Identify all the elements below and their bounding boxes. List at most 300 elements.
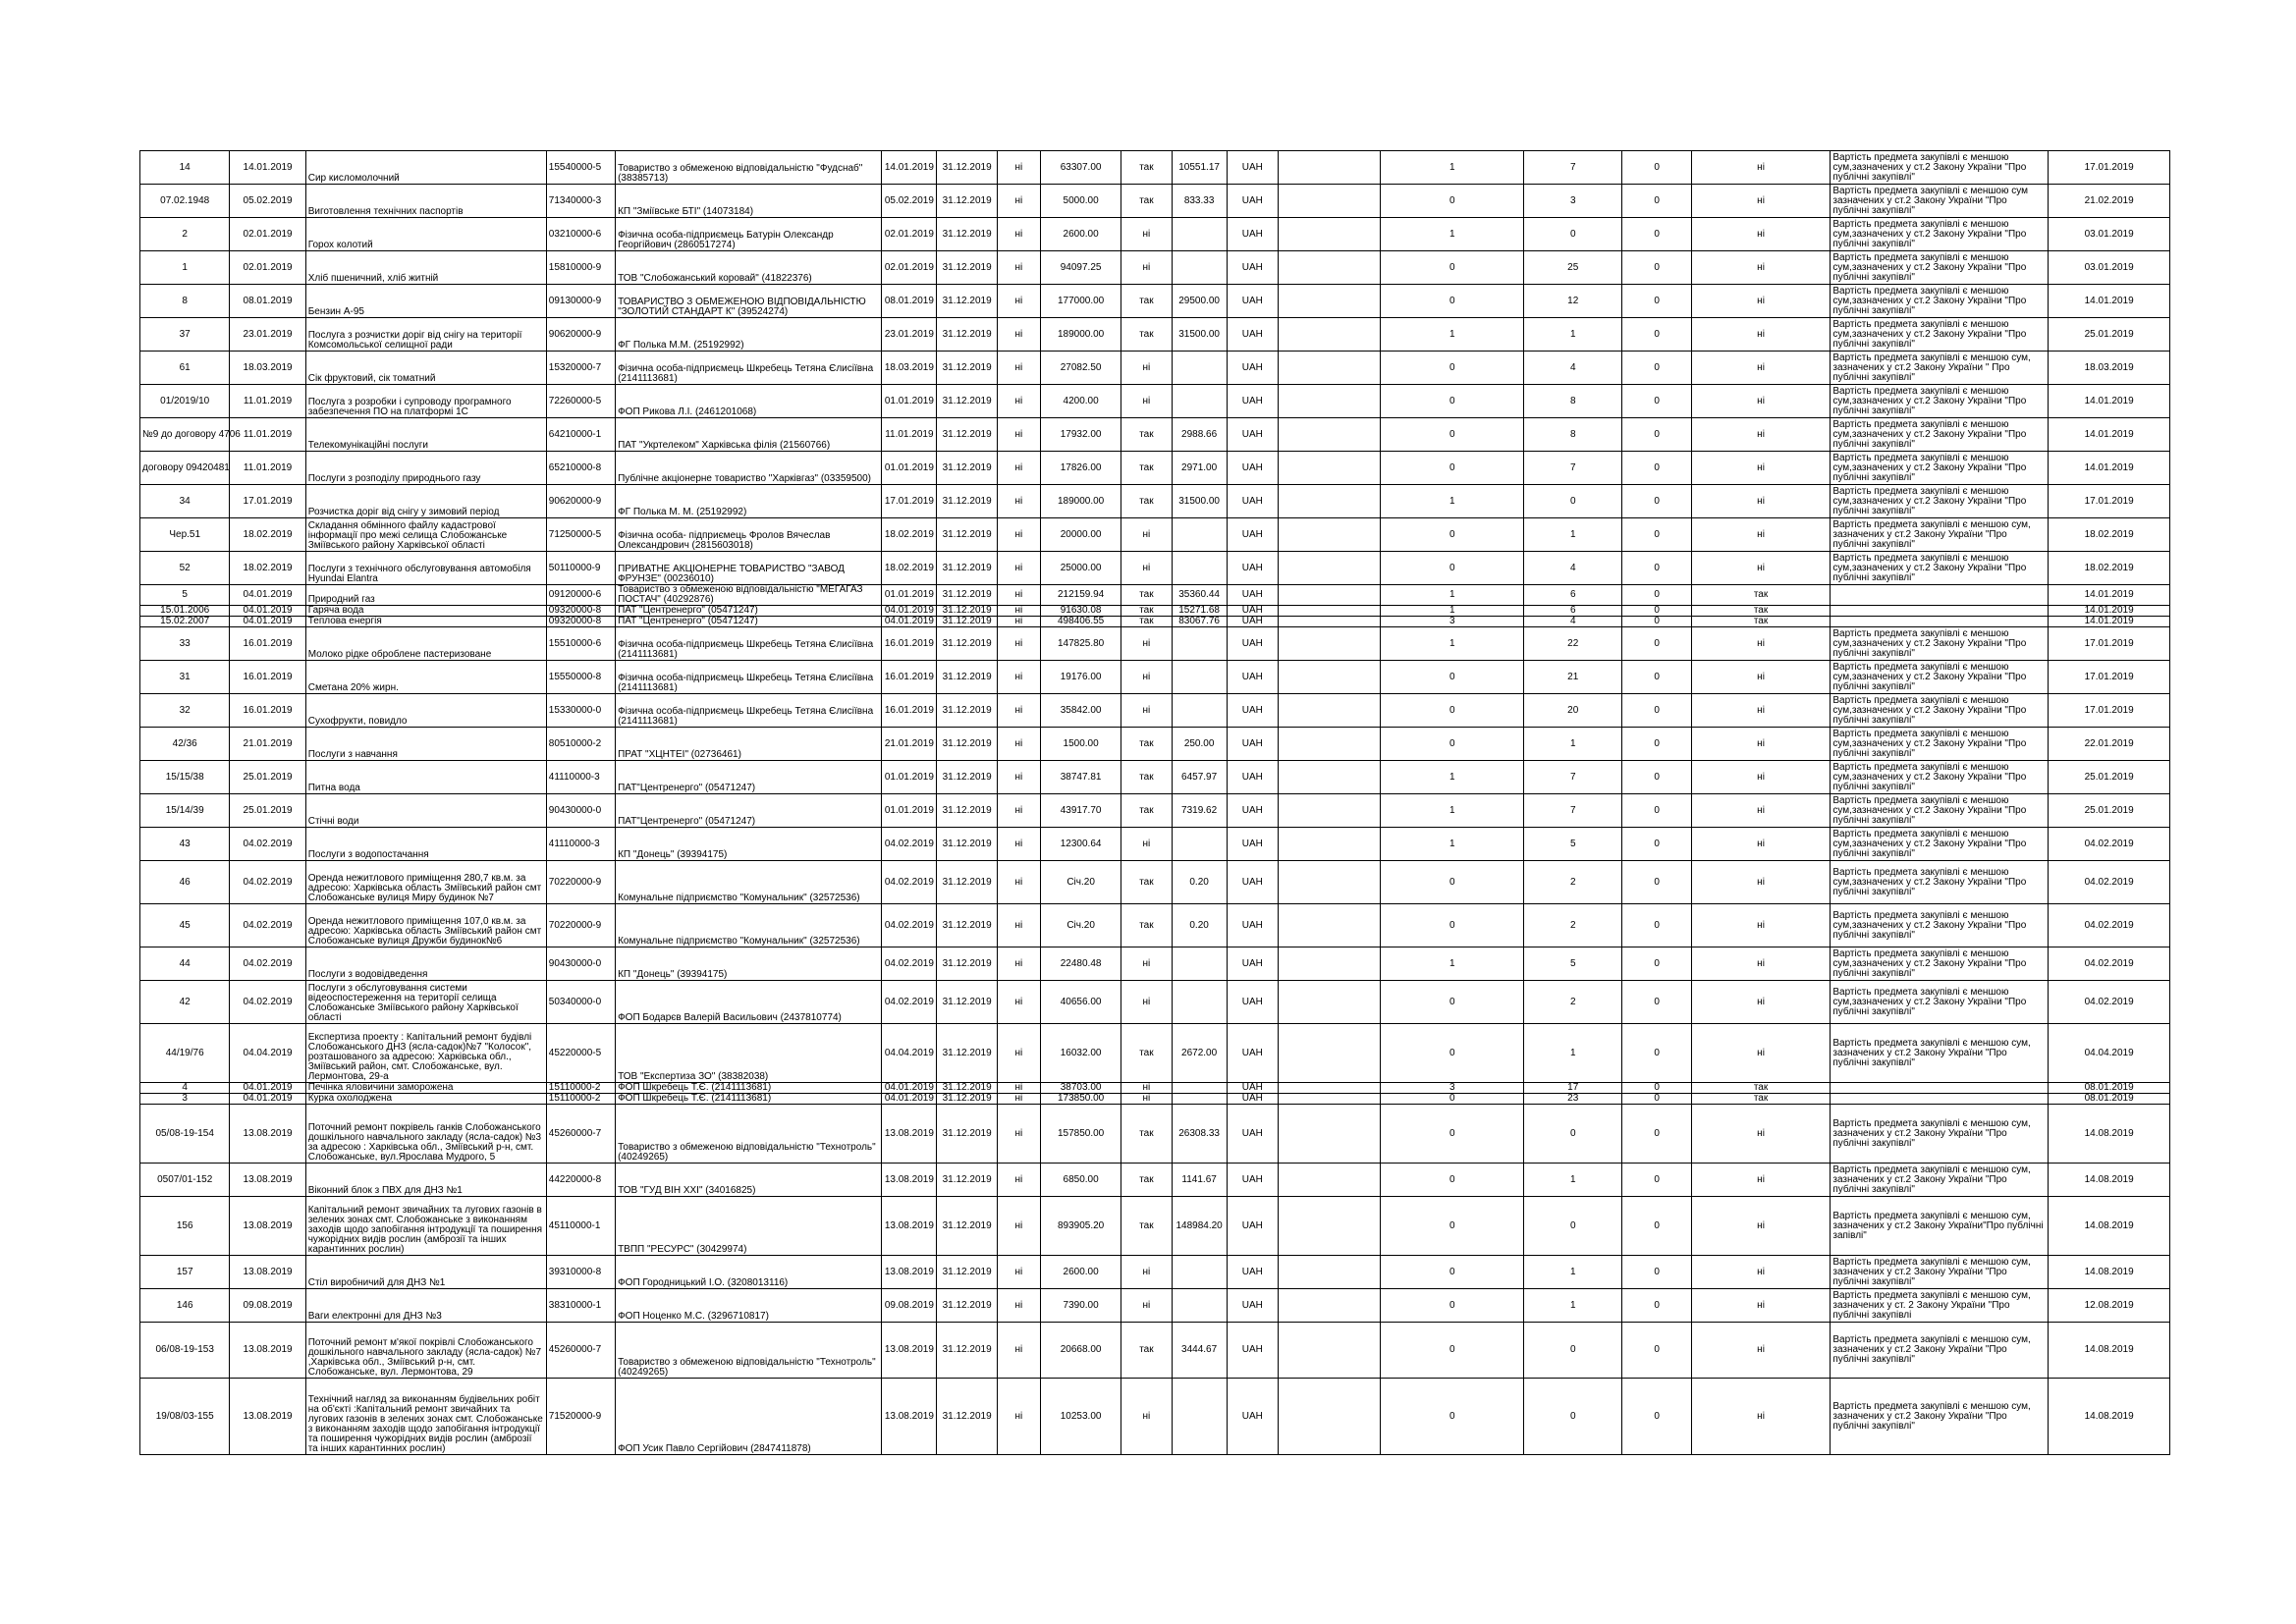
cell-end-date: 31.12.2019 — [937, 617, 997, 627]
cell-subject: Поточний ремонт покрівель ганків Слобожанського дошкільного навчального закладу (ясла-садок) №3 за адресою : Харківська обл., Зміївський р-н, смт. Слобожанське, вул.Ярослава Мудрого, 5 — [305, 1105, 546, 1164]
cell-extra — [1278, 1379, 1380, 1455]
cell-offers: 0 — [1622, 1094, 1691, 1105]
cell-justification: Вартість предмета закупівлі є меншою сум, зазначених у ст.2 Закону України "Про публічні закупівлі" — [1831, 1105, 2049, 1164]
cell-currency: UAH — [1227, 552, 1278, 585]
cell-subject: Печінка яловичини заморожена — [305, 1083, 546, 1094]
cell-framework: ні — [997, 151, 1040, 185]
cell-vat-amount: 0.20 — [1172, 904, 1227, 947]
cell-vat: ні — [1121, 694, 1172, 728]
cell-start-date: 04.01.2019 — [882, 1083, 937, 1094]
cell-offers: 0 — [1622, 1323, 1691, 1379]
table-row — [140, 904, 2170, 947]
cell-lots: 0 — [1381, 661, 1524, 694]
cell-justification: Вартість предмета закупівлі є меншою сум, зазначених у ст.2 Закону України "Про публічні закупівлі" — [1831, 1379, 2049, 1455]
cell-vat-amount — [1172, 1379, 1227, 1455]
cell-sign-date: 08.01.2019 — [230, 285, 305, 318]
cell-vat-amount: 3444.67 — [1172, 1323, 1227, 1379]
table-body — [140, 151, 2170, 1455]
cell-published-date: 25.01.2019 — [2049, 794, 2170, 828]
cell-start-date: 01.01.2019 — [882, 794, 937, 828]
cell-supplier: ТОВАРИСТВО З ОБМЕЖЕНОЮ ВІДПОВІДАЛЬНІСТЮ "ЗОЛОТИЙ СТАНДАРТ К" (39524274) — [616, 285, 882, 318]
cell-end-date: 31.12.2019 — [937, 828, 997, 861]
cell-amount: 63307.00 — [1040, 151, 1121, 185]
cell-vat: ні — [1121, 947, 1172, 981]
cell-offers: 0 — [1622, 151, 1691, 185]
cell-start-date: 08.01.2019 — [882, 285, 937, 318]
cell-sign-date: 11.01.2019 — [230, 385, 305, 418]
cell-procedure-flag: так — [1691, 1094, 1831, 1105]
cell-procedure-flag: так — [1691, 606, 1831, 617]
cell-lots: 0 — [1381, 1379, 1524, 1455]
cell-cpv-code: 45260000-7 — [546, 1323, 615, 1379]
cell-end-date: 31.12.2019 — [937, 1323, 997, 1379]
cell-cpv-code: 15810000-9 — [546, 251, 615, 285]
cell-framework: ні — [997, 1083, 1040, 1094]
cell-subject: Розчистка доріг від снігу у зимовий період — [305, 485, 546, 518]
cell-framework: ні — [997, 452, 1040, 485]
cell-lots: 0 — [1381, 385, 1524, 418]
cell-participants: 0 — [1524, 1197, 1622, 1256]
cell-subject: Послуга з розробки і супроводу програмного забезпечення ПО на платформі 1С — [305, 385, 546, 418]
cell-sign-date: 13.08.2019 — [230, 1379, 305, 1455]
cell-participants: 21 — [1524, 661, 1622, 694]
cell-amount: 25000.00 — [1040, 552, 1121, 585]
cell-sign-date: 04.01.2019 — [230, 1094, 305, 1105]
cell-offers: 0 — [1622, 1256, 1691, 1289]
cell-framework: ні — [997, 1289, 1040, 1323]
table-row — [140, 318, 2170, 352]
cell-lots: 1 — [1381, 627, 1524, 661]
cell-vat: так — [1121, 794, 1172, 828]
cell-subject: Стічні води — [305, 794, 546, 828]
cell-subject: Поточний ремонт м'якої покрівлі Слобожанського дошкільного навчального закладу (ясла-садок) №7 ,Харківська обл., Зміївський р-н, смт. Слобожанське, вул. Лермонтова, 29 — [305, 1323, 546, 1379]
cell-sign-date: 18.02.2019 — [230, 518, 305, 552]
cell-extra — [1278, 728, 1380, 761]
cell-procedure-flag: ні — [1691, 794, 1831, 828]
cell-published-date: 14.08.2019 — [2049, 1105, 2170, 1164]
cell-sign-date: 13.08.2019 — [230, 1197, 305, 1256]
cell-vat: ні — [1121, 385, 1172, 418]
cell-amount: 212159.94 — [1040, 585, 1121, 606]
cell-justification: Вартість предмета закупівлі є меншою сум,зазначених у ст.2 Закону України "Про публічні закупівлі" — [1831, 385, 2049, 418]
cell-currency: UAH — [1227, 606, 1278, 617]
cell-procedure-flag: ні — [1691, 1105, 1831, 1164]
cell-end-date: 31.12.2019 — [937, 485, 997, 518]
cell-amount: 157850.00 — [1040, 1105, 1121, 1164]
table-row — [140, 1105, 2170, 1164]
cell-contract-number: 15/14/39 — [140, 794, 230, 828]
cell-cpv-code: 50340000-0 — [546, 981, 615, 1024]
cell-vat-amount — [1172, 1289, 1227, 1323]
cell-published-date: 14.01.2019 — [2049, 418, 2170, 452]
cell-contract-number: 4 — [140, 1083, 230, 1094]
cell-cpv-code: 15540000-5 — [546, 151, 615, 185]
cell-cpv-code: 71520000-9 — [546, 1379, 615, 1455]
cell-start-date: 16.01.2019 — [882, 661, 937, 694]
cell-participants: 7 — [1524, 761, 1622, 794]
cell-end-date: 31.12.2019 — [937, 1256, 997, 1289]
cell-amount: 2600.00 — [1040, 218, 1121, 251]
cell-lots: 1 — [1381, 585, 1524, 606]
cell-contract-number: 2 — [140, 218, 230, 251]
cell-currency: UAH — [1227, 151, 1278, 185]
cell-amount: 6850.00 — [1040, 1164, 1121, 1197]
cell-end-date: 31.12.2019 — [937, 352, 997, 385]
cell-vat: так — [1121, 728, 1172, 761]
cell-participants: 17 — [1524, 1083, 1622, 1094]
cell-start-date: 09.08.2019 — [882, 1289, 937, 1323]
cell-sign-date: 11.01.2019 — [230, 418, 305, 452]
cell-cpv-code: 09320000-8 — [546, 617, 615, 627]
cell-supplier: ПАТ "Укртелеком" Харківська філія (21560766) — [616, 418, 882, 452]
cell-lots: 0 — [1381, 1197, 1524, 1256]
cell-amount: 20000.00 — [1040, 518, 1121, 552]
table-row — [140, 661, 2170, 694]
cell-offers: 0 — [1622, 904, 1691, 947]
cell-justification: Вартість предмета закупівлі є меншою сум,зазначених у ст.2 Закону України "Про публічні закупівлі" — [1831, 251, 2049, 285]
cell-extra — [1278, 352, 1380, 385]
cell-currency: UAH — [1227, 518, 1278, 552]
cell-framework: ні — [997, 1256, 1040, 1289]
cell-amount: 12300.64 — [1040, 828, 1121, 861]
cell-extra — [1278, 418, 1380, 452]
cell-procedure-flag: так — [1691, 617, 1831, 627]
cell-participants: 6 — [1524, 606, 1622, 617]
cell-extra — [1278, 947, 1380, 981]
cell-offers: 0 — [1622, 728, 1691, 761]
cell-vat-amount: 2988.66 — [1172, 418, 1227, 452]
cell-procedure-flag: ні — [1691, 485, 1831, 518]
cell-extra — [1278, 606, 1380, 617]
cell-justification: Вартість предмета закупівлі є меншою сум, зазначених у ст.2 Закону України "Про публічні закупівлі" — [1831, 1323, 2049, 1379]
cell-vat: ні — [1121, 661, 1172, 694]
cell-contract-number: 8 — [140, 285, 230, 318]
cell-lots: 0 — [1381, 1105, 1524, 1164]
cell-procedure-flag: ні — [1691, 981, 1831, 1024]
cell-start-date: 04.01.2019 — [882, 1094, 937, 1105]
cell-sign-date: 13.08.2019 — [230, 1164, 305, 1197]
table-row — [140, 218, 2170, 251]
cell-extra — [1278, 151, 1380, 185]
cell-cpv-code: 71250000-5 — [546, 518, 615, 552]
cell-cpv-code: 70220000-9 — [546, 861, 615, 904]
cell-subject: Горох колотий — [305, 218, 546, 251]
cell-published-date: 25.01.2019 — [2049, 761, 2170, 794]
cell-amount: 22480.48 — [1040, 947, 1121, 981]
cell-framework: ні — [997, 828, 1040, 861]
cell-participants: 8 — [1524, 385, 1622, 418]
cell-vat-amount — [1172, 1083, 1227, 1094]
cell-extra — [1278, 1289, 1380, 1323]
cell-procedure-flag: ні — [1691, 761, 1831, 794]
cell-supplier: ТВПП "РЕСУРС" (30429974) — [616, 1197, 882, 1256]
cell-end-date: 31.12.2019 — [937, 1197, 997, 1256]
cell-subject: Сир кисломолочний — [305, 151, 546, 185]
cell-contract-number: 01/2019/10 — [140, 385, 230, 418]
cell-amount: 189000.00 — [1040, 485, 1121, 518]
cell-sign-date: 02.01.2019 — [230, 218, 305, 251]
cell-participants: 1 — [1524, 318, 1622, 352]
cell-sign-date: 17.01.2019 — [230, 485, 305, 518]
cell-cpv-code: 64210000-1 — [546, 418, 615, 452]
cell-procedure-flag: ні — [1691, 661, 1831, 694]
cell-procedure-flag: ні — [1691, 418, 1831, 452]
cell-vat-amount — [1172, 981, 1227, 1024]
cell-published-date: 14.01.2019 — [2049, 585, 2170, 606]
cell-start-date: 13.08.2019 — [882, 1105, 937, 1164]
cell-sign-date: 04.04.2019 — [230, 1024, 305, 1083]
cell-currency: UAH — [1227, 1323, 1278, 1379]
cell-end-date: 31.12.2019 — [937, 661, 997, 694]
cell-start-date: 01.01.2019 — [882, 452, 937, 485]
cell-vat: так — [1121, 617, 1172, 627]
cell-extra — [1278, 794, 1380, 828]
cell-contract-number: 05/08-19-154 — [140, 1105, 230, 1164]
cell-procedure-flag: ні — [1691, 1197, 1831, 1256]
cell-amount: 173850.00 — [1040, 1094, 1121, 1105]
cell-amount: 498406.55 — [1040, 617, 1121, 627]
cell-justification: Вартість предмета закупівлі є меншою сум,зазначених у ст.2 Закону України "Про публічні закупівлі" — [1831, 794, 2049, 828]
cell-justification: Вартість предмета закупівлі є меншою сум,зазначених у ст.2 Закону України "Про публічні закупівлі" — [1831, 861, 2049, 904]
cell-start-date: 04.04.2019 — [882, 1024, 937, 1083]
cell-published-date: 22.01.2019 — [2049, 728, 2170, 761]
cell-start-date: 02.01.2019 — [882, 251, 937, 285]
cell-extra — [1278, 1094, 1380, 1105]
cell-extra — [1278, 485, 1380, 518]
cell-cpv-code: 15330000-0 — [546, 694, 615, 728]
cell-framework: ні — [997, 794, 1040, 828]
cell-contract-number: 46 — [140, 861, 230, 904]
cell-end-date: 31.12.2019 — [937, 1379, 997, 1455]
cell-vat-amount — [1172, 1256, 1227, 1289]
cell-cpv-code: 15550000-8 — [546, 661, 615, 694]
cell-cpv-code: 80510000-2 — [546, 728, 615, 761]
table-row — [140, 485, 2170, 518]
cell-start-date: 01.01.2019 — [882, 585, 937, 606]
cell-vat-amount: 31500.00 — [1172, 485, 1227, 518]
cell-end-date: 31.12.2019 — [937, 251, 997, 285]
cell-justification: Вартість предмета закупівлі є меншою сум,зазначених у ст.2 Закону України "Про публічні закупівлі" — [1831, 452, 2049, 485]
table-row — [140, 185, 2170, 218]
cell-vat: так — [1121, 285, 1172, 318]
cell-currency: UAH — [1227, 947, 1278, 981]
cell-framework: ні — [997, 661, 1040, 694]
cell-lots: 0 — [1381, 518, 1524, 552]
cell-contract-number: 34 — [140, 485, 230, 518]
cell-vat-amount: 10551.17 — [1172, 151, 1227, 185]
cell-cpv-code: 90620000-9 — [546, 318, 615, 352]
cell-lots: 0 — [1381, 1164, 1524, 1197]
cell-sign-date: 04.01.2019 — [230, 1083, 305, 1094]
cell-offers: 0 — [1622, 251, 1691, 285]
cell-extra — [1278, 617, 1380, 627]
cell-end-date: 31.12.2019 — [937, 552, 997, 585]
cell-vat-amount — [1172, 828, 1227, 861]
cell-cpv-code: 09320000-8 — [546, 606, 615, 617]
cell-participants: 0 — [1524, 1379, 1622, 1455]
cell-end-date: 31.12.2019 — [937, 627, 997, 661]
cell-framework: ні — [997, 694, 1040, 728]
cell-sign-date: 04.02.2019 — [230, 904, 305, 947]
cell-end-date: 31.12.2019 — [937, 385, 997, 418]
cell-lots: 1 — [1381, 151, 1524, 185]
cell-start-date: 13.08.2019 — [882, 1379, 937, 1455]
cell-offers: 0 — [1622, 552, 1691, 585]
cell-subject: Технічний нагляд за виконанням будівельних робіт на об'єкті :Капітальний ремонт звичайних та лугових газонів в зелених зонах смт. Слобожанське з виконанням заходів щодо запобігання інтродукції та поширення чужорідних видів рослин (амброзії та інших карантинних рослин) — [305, 1379, 546, 1455]
cell-amount: 7390.00 — [1040, 1289, 1121, 1323]
cell-framework: ні — [997, 518, 1040, 552]
cell-vat-amount — [1172, 385, 1227, 418]
cell-cpv-code: 15510000-6 — [546, 627, 615, 661]
cell-cpv-code: 90620000-9 — [546, 485, 615, 518]
cell-cpv-code: 44220000-8 — [546, 1164, 615, 1197]
cell-offers: 0 — [1622, 1289, 1691, 1323]
cell-published-date: 14.01.2019 — [2049, 617, 2170, 627]
cell-supplier: Фізична особа- підприємець Фролов Вячеслав Олександрович (2815603018) — [616, 518, 882, 552]
cell-contract-number: 5 — [140, 585, 230, 606]
cell-offers: 0 — [1622, 1379, 1691, 1455]
cell-end-date: 31.12.2019 — [937, 861, 997, 904]
cell-published-date: 04.02.2019 — [2049, 861, 2170, 904]
table-row — [140, 285, 2170, 318]
cell-start-date: 11.01.2019 — [882, 418, 937, 452]
cell-cpv-code: 15110000-2 — [546, 1083, 615, 1094]
cell-extra — [1278, 552, 1380, 585]
cell-justification: Вартість предмета закупівлі є меншою сум,зазначених у ст.2 Закону України "Про публічні закупівлі" — [1831, 981, 2049, 1024]
cell-framework: ні — [997, 552, 1040, 585]
cell-currency: UAH — [1227, 981, 1278, 1024]
cell-procedure-flag: ні — [1691, 1256, 1831, 1289]
cell-justification: Вартість предмета закупівлі є меншою сум, зазначених у ст. 2 Закону України "Про публічні закупівлі — [1831, 1289, 2049, 1323]
cell-currency: UAH — [1227, 318, 1278, 352]
cell-supplier: КП "Донець" (39394175) — [616, 828, 882, 861]
cell-procedure-flag: ні — [1691, 185, 1831, 218]
cell-end-date: 31.12.2019 — [937, 285, 997, 318]
cell-procedure-flag: ні — [1691, 728, 1831, 761]
cell-framework: ні — [997, 485, 1040, 518]
cell-contract-number: 19/08/03-155 — [140, 1379, 230, 1455]
cell-subject: Експертиза проекту : Капітальний ремонт будівлі Слобожанського ДНЗ (ясла-садок)№7 "Колосок", розташованого за адресою: Харківська обл., Зміївський район, смт. Слобожанське, вул. Лермонтова, 29-а — [305, 1024, 546, 1083]
cell-sign-date: 25.01.2019 — [230, 761, 305, 794]
cell-amount: 20668.00 — [1040, 1323, 1121, 1379]
cell-vat: так — [1121, 485, 1172, 518]
cell-published-date: 14.01.2019 — [2049, 606, 2170, 617]
cell-published-date: 03.01.2019 — [2049, 218, 2170, 251]
cell-contract-number: 14 — [140, 151, 230, 185]
cell-end-date: 31.12.2019 — [937, 1094, 997, 1105]
cell-lots: 0 — [1381, 251, 1524, 285]
cell-start-date: 13.08.2019 — [882, 1323, 937, 1379]
cell-justification — [1831, 1083, 2049, 1094]
cell-currency: UAH — [1227, 385, 1278, 418]
cell-supplier: ФОП Усик Павло Сергійович (2847411878) — [616, 1379, 882, 1455]
cell-procedure-flag: ні — [1691, 251, 1831, 285]
cell-published-date: 18.03.2019 — [2049, 352, 2170, 385]
cell-framework: ні — [997, 1024, 1040, 1083]
cell-procedure-flag: ні — [1691, 385, 1831, 418]
cell-published-date: 17.01.2019 — [2049, 627, 2170, 661]
cell-subject: Сметана 20% жирн. — [305, 661, 546, 694]
cell-procedure-flag: ні — [1691, 352, 1831, 385]
cell-amount: Січ.20 — [1040, 904, 1121, 947]
cell-contract-number: 44 — [140, 947, 230, 981]
cell-currency: UAH — [1227, 1256, 1278, 1289]
cell-published-date: 25.01.2019 — [2049, 318, 2170, 352]
cell-supplier: ФОП Городницький І.О. (3208013116) — [616, 1256, 882, 1289]
cell-participants: 1 — [1524, 1164, 1622, 1197]
cell-extra — [1278, 1024, 1380, 1083]
cell-amount: 16032.00 — [1040, 1024, 1121, 1083]
cell-published-date: 04.04.2019 — [2049, 1024, 2170, 1083]
cell-extra — [1278, 218, 1380, 251]
cell-supplier: ФОП Бодарєв Валерій Васильович (2437810774) — [616, 981, 882, 1024]
cell-offers: 0 — [1622, 1197, 1691, 1256]
cell-contract-number: 37 — [140, 318, 230, 352]
cell-extra — [1278, 904, 1380, 947]
table-row — [140, 585, 2170, 606]
cell-framework: ні — [997, 606, 1040, 617]
cell-extra — [1278, 1197, 1380, 1256]
cell-published-date: 08.01.2019 — [2049, 1094, 2170, 1105]
cell-subject: Послуги з обслуговування системи відеоспостереження на території селища Слобожанське Зміївського району Харківської області — [305, 981, 546, 1024]
cell-end-date: 31.12.2019 — [937, 761, 997, 794]
cell-published-date: 04.02.2019 — [2049, 904, 2170, 947]
cell-subject: Послуги з навчання — [305, 728, 546, 761]
cell-currency: UAH — [1227, 485, 1278, 518]
cell-vat: так — [1121, 606, 1172, 617]
cell-vat-amount: 2971.00 — [1172, 452, 1227, 485]
cell-currency: UAH — [1227, 218, 1278, 251]
cell-currency: UAH — [1227, 1197, 1278, 1256]
cell-participants: 2 — [1524, 981, 1622, 1024]
cell-start-date: 17.01.2019 — [882, 485, 937, 518]
cell-framework: ні — [997, 1323, 1040, 1379]
cell-extra — [1278, 694, 1380, 728]
cell-justification: Вартість предмета закупівлі є меншою сум,зазначених у ст.2 Закону України "Про публічні закупівлі" — [1831, 728, 2049, 761]
cell-vat: так — [1121, 185, 1172, 218]
cell-vat: ні — [1121, 627, 1172, 661]
cell-end-date: 31.12.2019 — [937, 218, 997, 251]
cell-offers: 0 — [1622, 606, 1691, 617]
cell-procedure-flag: ні — [1691, 694, 1831, 728]
cell-procedure-flag: ні — [1691, 285, 1831, 318]
cell-currency: UAH — [1227, 617, 1278, 627]
cell-procedure-flag: ні — [1691, 861, 1831, 904]
cell-amount: Січ.20 — [1040, 861, 1121, 904]
cell-extra — [1278, 1105, 1380, 1164]
cell-amount: 38703.00 — [1040, 1083, 1121, 1094]
cell-offers: 0 — [1622, 285, 1691, 318]
cell-subject: Теплова енергія — [305, 617, 546, 627]
cell-lots: 0 — [1381, 1289, 1524, 1323]
cell-end-date: 31.12.2019 — [937, 947, 997, 981]
cell-lots: 0 — [1381, 1256, 1524, 1289]
cell-currency: UAH — [1227, 452, 1278, 485]
cell-procedure-flag: ні — [1691, 1323, 1831, 1379]
cell-contract-number: 15/15/38 — [140, 761, 230, 794]
cell-vat: так — [1121, 1197, 1172, 1256]
cell-vat-amount: 1141.67 — [1172, 1164, 1227, 1197]
cell-justification: Вартість предмета закупівлі є меншою сум,зазначених у ст.2 Закону України "Про публічні закупівлі" — [1831, 285, 2049, 318]
cell-subject: Молоко рідке оброблене пастеризоване — [305, 627, 546, 661]
cell-lots: 0 — [1381, 981, 1524, 1024]
cell-participants: 5 — [1524, 947, 1622, 981]
cell-subject: Капітальний ремонт звичайних та лугових газонів в зелених зонах смт. Слобожанське з виконанням заходів щодо запобігання інтродукції та поширення чужорідних видів рослин (амброзії та інших карантинних рослин) — [305, 1197, 546, 1256]
cell-cpv-code: 41110000-3 — [546, 828, 615, 861]
cell-end-date: 31.12.2019 — [937, 694, 997, 728]
cell-cpv-code: 70220000-9 — [546, 904, 615, 947]
cell-cpv-code: 65210000-8 — [546, 452, 615, 485]
